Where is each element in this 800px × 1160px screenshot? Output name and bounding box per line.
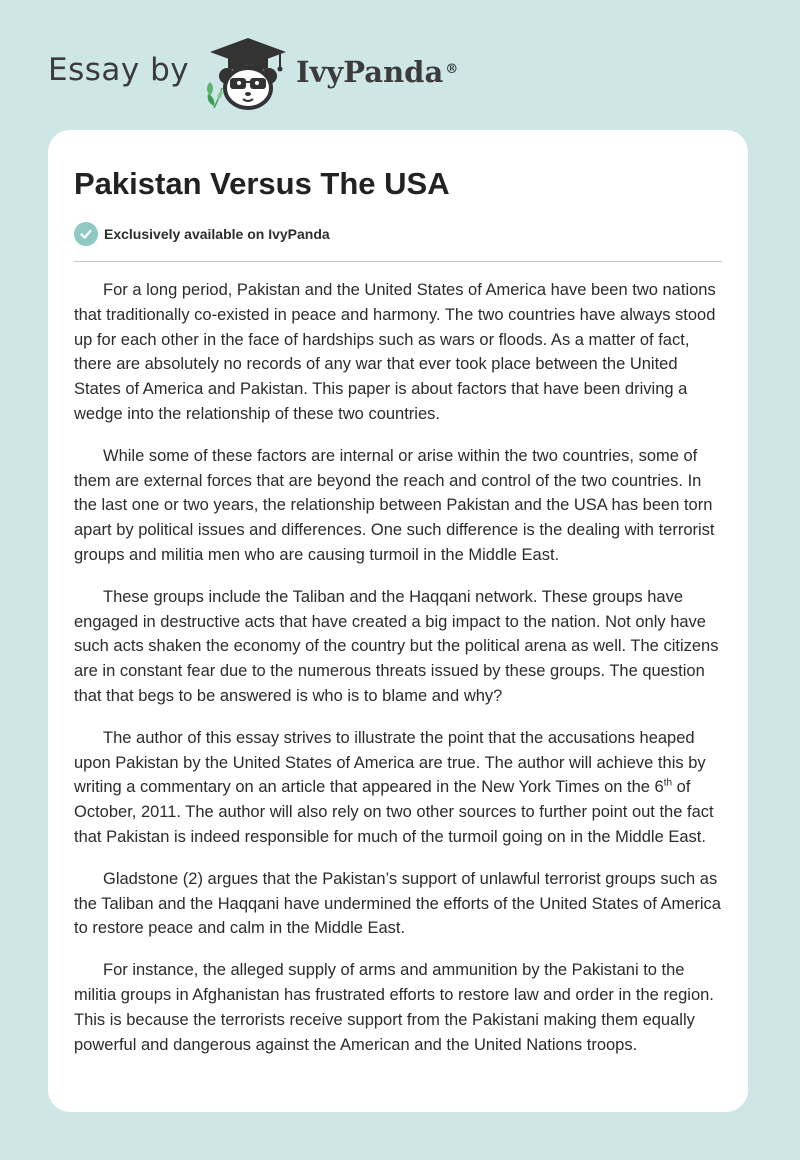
paragraph-3: These groups include the Taliban and the Haqqani network. These groups have engaged in destructive acts that have created a big impact to the nation. Not only have such acts shaken the economy of the country but the political arena as well. The citizens are in constant fear due to the numerous threats issued by these groups. The question that that begs to be answered is who is to blame and why? xyxy=(74,587,719,705)
paragraph-5: Gladstone (2) argues that the Pakistan’s support of unlawful terrorist groups such as the Taliban and the Haqqani have undermined the efforts of the United States of America to restore peace and calm in the Middle East. xyxy=(74,869,721,938)
ordinal-suffix: th xyxy=(663,777,673,789)
essay-body xyxy=(74,278,726,1074)
exclusive-badge xyxy=(74,221,330,247)
site-header xyxy=(0,0,800,130)
exclusive-badge-text: Exclusively available on IvyPanda xyxy=(104,226,330,242)
checkmark-icon xyxy=(74,222,98,246)
essay-title: Pakistan Versus The USA xyxy=(74,166,450,201)
paragraph-6: For instance, the alleged supply of arms and ammunition by the Pakistani to the militia groups in Afghanistan has frustrated efforts to restore law and order in the region. This is because the terrorists receive support from the Pakistani making them equally powerful and dangerous against the American and the United Nations troops. xyxy=(74,961,714,1054)
title-divider xyxy=(74,261,722,262)
paragraph-4: The author of this essay strives to illustrate the point that the accusations heaped upon Pakistan by the United States of America are true. The author will achieve this by writing a commentary on an article that appeared in the New York Times on the 6th of October, 2011. The author will also rely on two other sources to further point out the fact that Pakistan is indeed responsible for much of the turmoil going on in the Middle East. xyxy=(74,728,714,846)
ivypanda-brand-name[interactable]: IvyPanda ® xyxy=(296,55,459,89)
registered-mark: ® xyxy=(445,62,459,77)
ivypanda-panda-logo-icon[interactable] xyxy=(200,36,296,112)
paragraph-1: For a long period, Pakistan and the United States of America have been two nations that traditionally co-existed in peace and harmony. The two countries have always stood up for each other in the face of hardships such as wars or floods. As a matter of fact, there are absolutely no records of any war that ever took place between the United States of America and Pakistan. This paper is about factors that have been driving a wedge into the relationship of these two countries. xyxy=(74,281,716,423)
essay-by-label: Essay by xyxy=(48,52,190,88)
essay-card xyxy=(48,130,748,1112)
paragraph-2: While some of these factors are internal or arise within the two countries, some of them are external forces that are beyond the reach and control of the two countries. In the last one or two years, the relationship between Pakistan and the USA has been torn apart by political issues and differences. One such difference is the dealing with terrorist groups and militia men who are causing turmoil in the Middle East. xyxy=(74,446,715,564)
